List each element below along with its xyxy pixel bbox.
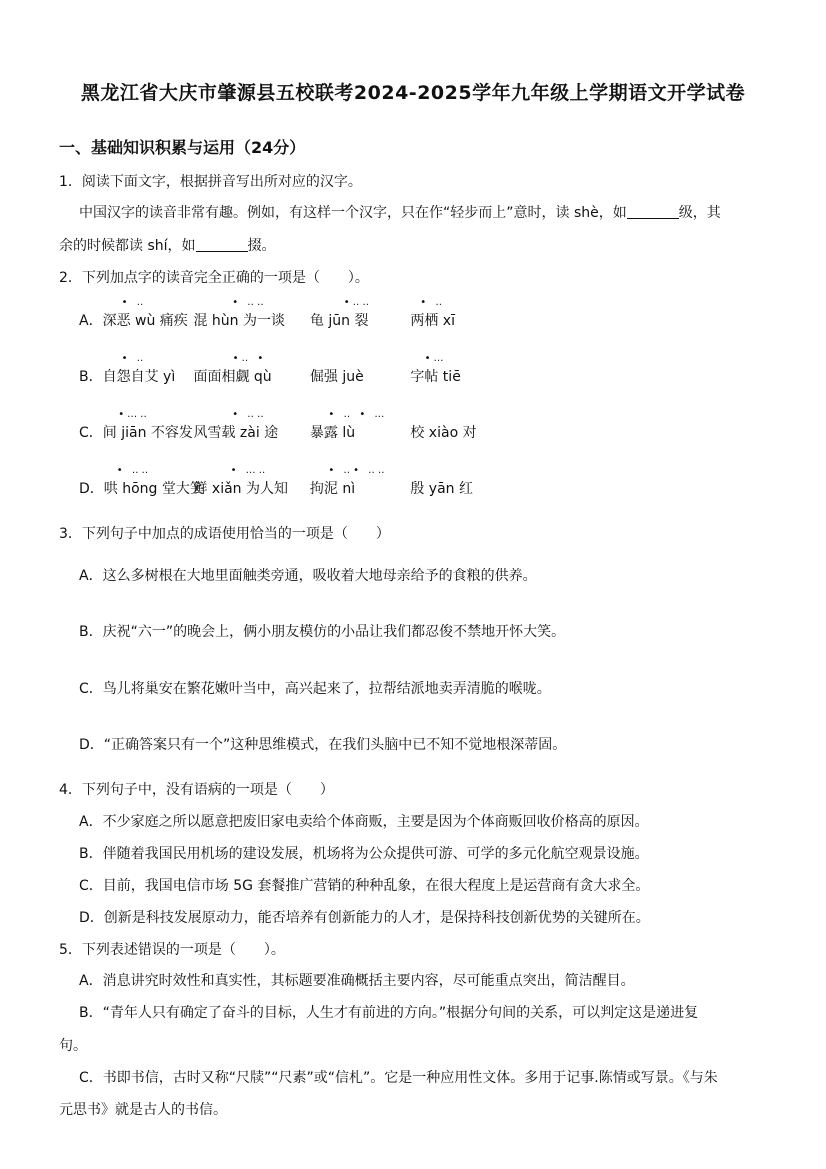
q2-a-word4: • ‥ 两栖 xī: [410, 310, 455, 330]
q2-a-word3: •‥‥ 龟 jūn 裂: [310, 310, 406, 330]
q2-b-word3: 倔强 juè: [309, 369, 364, 385]
q3-stem: 3．下列句子中加点的成语使用恰当的一项是（ ）: [59, 526, 390, 542]
q1-blank-2[interactable]: [196, 237, 248, 252]
q5-option-c-line1[interactable]: C．书即书信，古时又称“尺牍”“尺素”或“信札”。它是一种应用性文体。多用于记事.陈情或写景。《与朱: [79, 1070, 718, 1086]
q3-option-d[interactable]: D．“正确答案只有一个”这种思维模式，在我们头脑中已不知不觉地根深蒂固。: [79, 737, 567, 753]
q5-option-c-line2: 元思书》就是古人的书信。: [59, 1102, 227, 1118]
q1-text-c: 余的时候都读 shí，如: [59, 238, 196, 254]
q2-option-b[interactable]: [79, 366, 461, 386]
q3-option-b[interactable]: B．庆祝“六一”的晚会上，俩小朋友模仿的小品让我们都忍俊不禁地开怀大笑。: [79, 624, 566, 640]
section-heading: 一、基础知识积累与运用（24分）: [59, 138, 306, 157]
q2-a-word2: • ‥‥ 混 hùn 为一谈: [193, 310, 305, 330]
q1-blank-1[interactable]: [627, 204, 679, 219]
q5-option-b-line1[interactable]: B．“青年人只有确定了奋斗的目标，人生才有前进的方向。”根据分句间的关系，可以判定这是递进复: [79, 1005, 699, 1021]
q2-stem: 2．下列加点字的读音完全正确的一项是（ ）。: [59, 270, 369, 286]
q2-b-word1: • ‥ B．自怨自艾 yì: [79, 366, 189, 386]
page-title: 黑龙江省大庆市肇源县五校联考2024-2025学年九年级上学期语文开学试卷: [80, 82, 746, 104]
q2-b-word4: •… 字帖 tiē: [410, 366, 460, 386]
q1-text-b: 级，其: [678, 205, 721, 221]
q5-option-b-line2: 句。: [59, 1038, 87, 1054]
q2-b-word2: •‥ • 面面相觑 qù: [193, 366, 305, 386]
q4-option-d[interactable]: D．创新是科技发展原动力，能否培养有创新能力的人才，是保持科技创新优势的关键所在。: [79, 910, 650, 926]
q2-c-word1: •…‥ C．间 jiān 不容发: [79, 422, 189, 442]
q2-a-word1: • ‥ A．深恶 wù 痛疾: [79, 310, 189, 330]
q2-option-d[interactable]: [79, 478, 473, 498]
q3-option-c[interactable]: C．鸟儿将巢安在繁花嫩叶当中，高兴起来了，拉帮结派地卖弄清脆的喉咙。: [79, 681, 551, 697]
q5-stem: 5．下列表述错误的一项是（ ）。: [59, 942, 285, 958]
q2-d-word2: • …‥ 鲜 xiǎn 为人知: [193, 478, 305, 498]
q2-c-word2: • ‥‥ 风雪载 zài 途: [193, 422, 305, 442]
q1-text-line2: [59, 235, 276, 255]
q2-option-c[interactable]: [79, 422, 477, 442]
q2-c-word3: • ‥ • … 暴露 lù: [310, 422, 406, 442]
q1-text-a: 中国汉字的读音非常有趣。例如，有这样一个汉字，只在作“轻步而上”意时，读 shè，如: [79, 205, 627, 221]
q2-d-word4: 殷 yān 红: [410, 481, 473, 497]
q2-option-a[interactable]: [79, 310, 455, 330]
q2-c-word4: 校 xiào 对: [410, 425, 477, 441]
q2-d-word1: • ‥‥ D．哄 hōng 堂大笑: [79, 478, 189, 498]
q3-option-a[interactable]: A．这么多树根在大地里面触类旁通，吸收着大地母亲给予的食粮的供养。: [79, 568, 537, 584]
q4-option-c[interactable]: C．目前，我国电信市场 5G 套餐推广营销的种种乱象，在很大程度上是运营商有贪大求全。: [79, 878, 650, 894]
q2-d-word3: • ‥• ‥‥ 拘泥 nì: [310, 478, 406, 498]
q5-option-a[interactable]: A．消息讲究时效性和真实性，其标题要准确概括主要内容，尽可能重点突出，简洁醒目。: [79, 973, 635, 989]
q1-text-line1: [79, 202, 721, 222]
q4-option-b[interactable]: B．伴随着我国民用机场的建设发展，机场将为公众提供可游、可学的多元化航空观景设施。: [79, 846, 649, 862]
q4-stem: 4．下列句子中，没有语病的一项是（ ）: [59, 782, 334, 798]
q1-text-d: 掇。: [247, 238, 276, 254]
q1-stem: 1．阅读下面文字，根据拼音写出所对应的汉字。: [59, 174, 362, 190]
q4-option-a[interactable]: A．不少家庭之所以愿意把废旧家电卖给个体商贩，主要是因为个体商贩回收价格高的原因。: [79, 814, 649, 830]
